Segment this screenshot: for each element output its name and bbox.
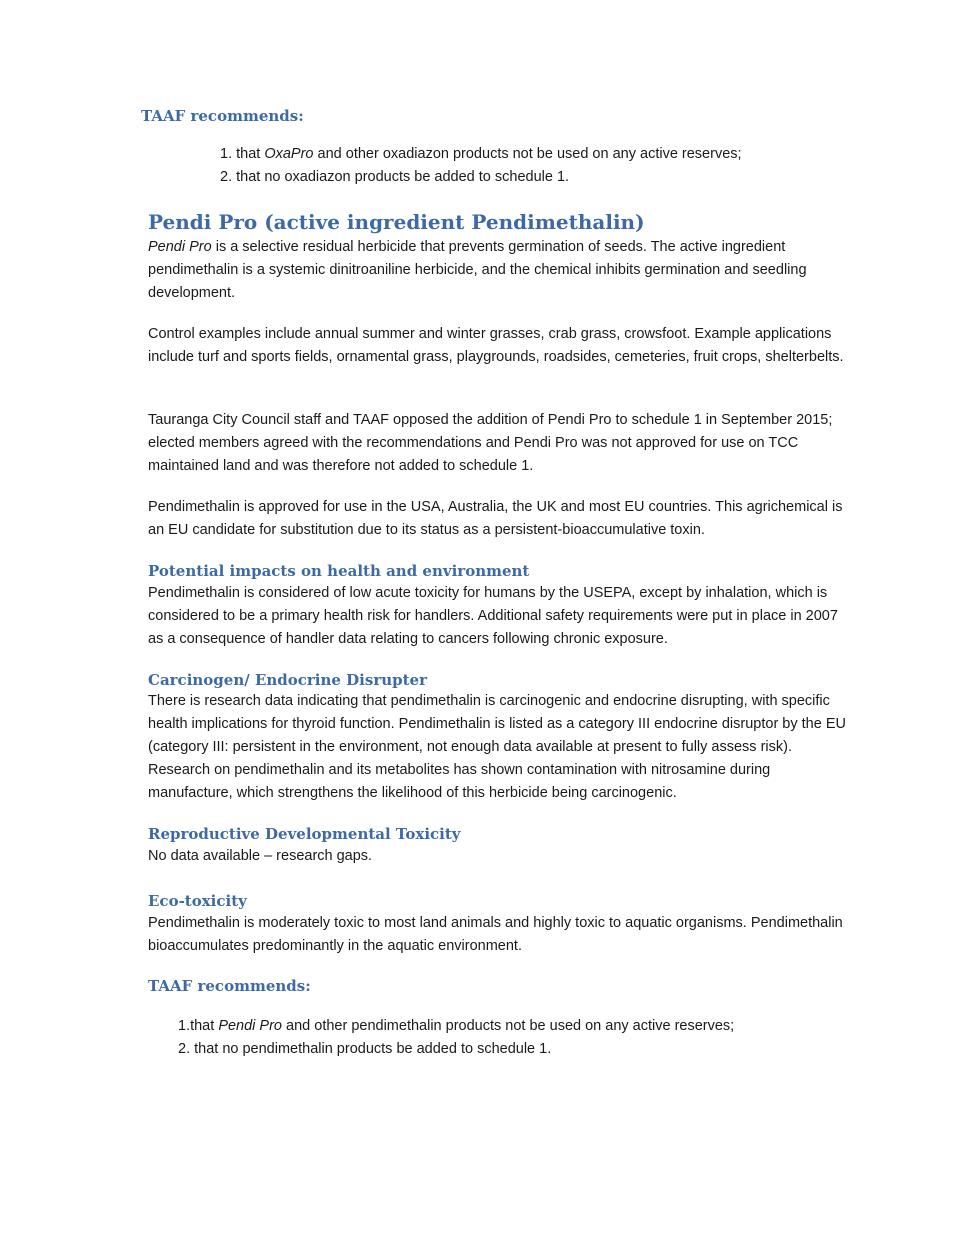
list-item: 2. that no oxadiazon products be added to schedule 1. <box>220 169 570 185</box>
list-item <box>178 1015 734 1038</box>
reproductive-paragraph: No data available – research gaps. <box>148 848 373 864</box>
taaf-recommends-heading-1: TAAF recommends: <box>141 107 304 125</box>
approval-status-paragraph: Pendimethalin is approved for use in the USA, Australia, the UK and most EU countries. This agrichemical is an EU candidate for substitution due to its status as a persistent-bioaccumulative toxin. <box>148 499 843 538</box>
eco-toxicity-paragraph: Pendimethalin is moderately toxic to most land animals and highly toxic to aquatic organisms. Pendimethalin bioaccumulates predominantly in the aquatic environment. <box>148 915 843 954</box>
impacts-heading: Potential impacts on health and environment <box>148 562 530 580</box>
list-item-prefix: 1. that <box>220 146 265 162</box>
control-examples-paragraph: Control examples include annual summer and winter grasses, crab grass, crowsfoot. Example applications include turf and sports fields, ornamental grass, playgrounds, roadsides, cemeteries, fruit crops, shelterbelts. <box>148 326 844 365</box>
taaf-recommends-heading-2: TAAF recommends: <box>148 977 311 995</box>
list-item: 2. that no pendimethalin products be added to schedule 1. <box>178 1041 552 1057</box>
council-decision-paragraph: Tauranga City Council staff and TAAF opposed the addition of Pendi Pro to schedule 1 in September 2015; elected members agreed with the recommendations and Pendi Pro was not approved for use on TCC maintained land and was therefore not added to schedule 1. <box>148 412 833 474</box>
taaf-recommendations-list-2 <box>178 1015 734 1061</box>
list-item-prefix: 1.that <box>178 1018 219 1034</box>
carcinogen-paragraph: There is research data indicating that pendimethalin is carcinogenic and endocrine disrupting, with specific health implications for thyroid function. Pendimethalin is listed as a category III endocrine disruptor by the EU (category III: persistent in the environment, not enough data available at present to fully assess risk). Research on pendimethalin and its metabolites has shown contamination with nitrosamine during manufacture, which strengthens the likelihood of this herbicide being carcinogenic. <box>148 693 846 801</box>
impacts-paragraph: Pendimethalin is considered of low acute toxicity for humans by the USEPA, except by inhalation, which is considered to be a primary health risk for handlers. Additional safety requirements were put in place in 2007 as a consequence of handler data relating to cancers following chronic exposure. <box>148 585 838 647</box>
list-item-suffix: and other pendimethalin products not be used on any active reserves; <box>282 1018 735 1034</box>
taaf-recommendations-list-1 <box>220 143 742 189</box>
list-item-suffix: and other oxadiazon products not be used on any active reserves; <box>313 146 742 162</box>
list-item <box>220 143 742 166</box>
intro-text: is a selective residual herbicide that prevents germination of seeds. The active ingredient pendimethalin is a systemic dinitroaniline herbicide, and the chemical inhibits germination and seedling development. <box>148 239 807 301</box>
reproductive-heading: Reproductive Developmental Toxicity <box>148 825 461 843</box>
eco-toxicity-heading: Eco-toxicity <box>148 892 247 910</box>
carcinogen-heading: Carcinogen/ Endocrine Disrupter <box>148 671 428 689</box>
section-title-pendi-pro: Pendi Pro (active ingredient Pendimethalin) <box>148 210 645 234</box>
product-name: Pendi Pro <box>148 239 212 255</box>
product-name: Pendi Pro <box>218 1018 282 1034</box>
intro-paragraph <box>148 236 848 305</box>
product-name: OxaPro <box>264 146 314 162</box>
